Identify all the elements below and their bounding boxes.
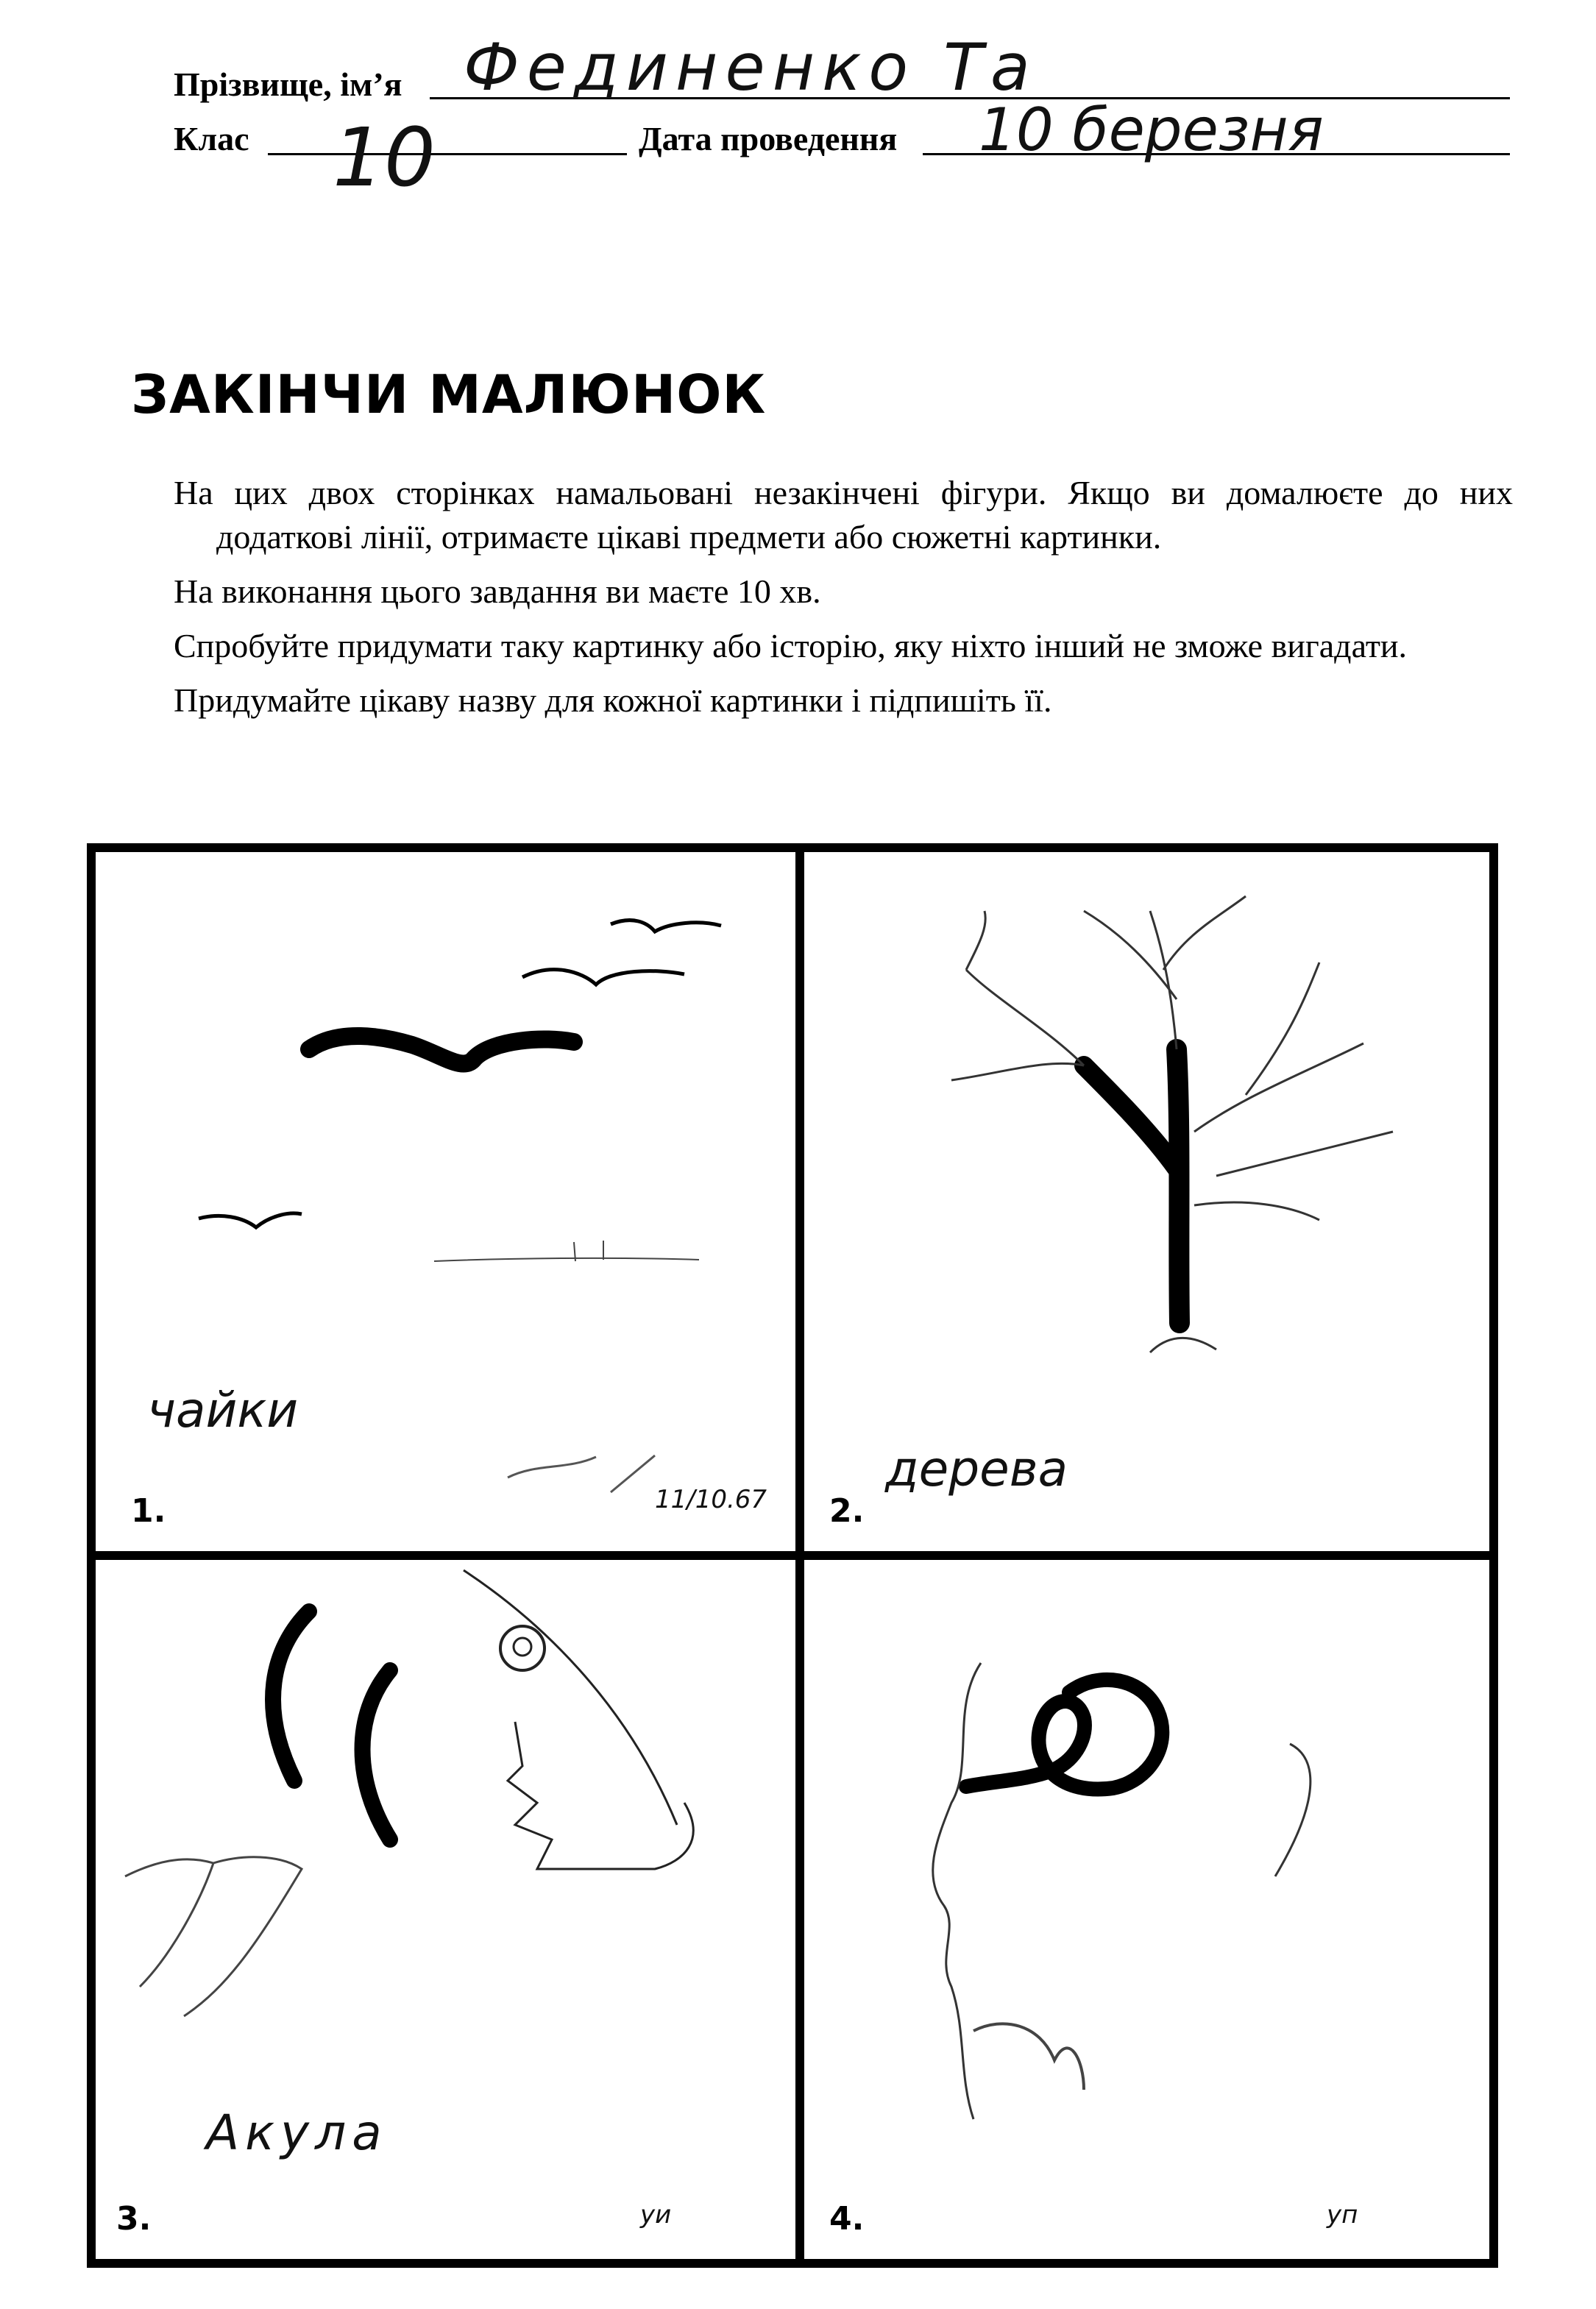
cell-1-caption: чайки bbox=[147, 1382, 299, 1439]
cell-2-number: 2. bbox=[829, 1492, 865, 1530]
date-label: Дата проведення bbox=[639, 120, 898, 157]
seagulls-icon bbox=[96, 852, 795, 1551]
cell-4-number: 4. bbox=[829, 2200, 865, 2238]
name-label: Прізвище, ім’я bbox=[174, 65, 402, 103]
drawing-grid bbox=[87, 843, 1498, 2268]
name-handwriting: Фединенко Та bbox=[464, 29, 1038, 105]
drawing-cell-2[interactable] bbox=[804, 852, 1489, 1551]
instruction-paragraph: На виконання цього завдання ви маєте 10 хв. bbox=[174, 572, 821, 610]
cell-1-note: 11/10.67 bbox=[655, 1485, 767, 1514]
drawing-cell-3[interactable] bbox=[96, 1560, 795, 2259]
page-title: ЗАКІНЧИ МАЛЮНОК bbox=[131, 363, 767, 425]
class-label: Клас bbox=[174, 120, 249, 157]
cell-3-number: 3. bbox=[116, 2200, 152, 2238]
instruction-paragraph: Придумайте цікаву назву для кожної картинки і підпишіть її. bbox=[174, 681, 1052, 719]
instruction-paragraph: На цих двох сторінках намальовані незакінчені фігури. Якщо ви домалюєте до них додаткові лінії, отримаєте цікаві предмети або сюжетні картинки. bbox=[174, 474, 1513, 556]
class-field-line[interactable] bbox=[268, 153, 627, 155]
date-handwriting: 10 березня bbox=[979, 96, 1324, 164]
instruction-paragraph: Спробуйте придумати таку картинку або історію, яку ніхто інший не зможе вигадати. bbox=[174, 627, 1408, 664]
grid-horizontal-divider bbox=[96, 1551, 1489, 1560]
class-handwriting: 10 bbox=[333, 110, 436, 205]
cell-1-number: 1. bbox=[131, 1492, 166, 1530]
cell-4-note: уп bbox=[1327, 2200, 1358, 2230]
shark-icon bbox=[96, 1560, 795, 2259]
cell-2-caption: дерева bbox=[885, 1441, 1068, 1497]
drawing-cell-4[interactable] bbox=[804, 1560, 1489, 2259]
cell-3-note: уи bbox=[640, 2200, 672, 2230]
instructions bbox=[174, 471, 1513, 733]
drawing-cell-1[interactable] bbox=[96, 852, 795, 1551]
face-profile-icon bbox=[804, 1560, 1489, 2259]
cell-3-caption: Акула bbox=[206, 2104, 388, 2161]
